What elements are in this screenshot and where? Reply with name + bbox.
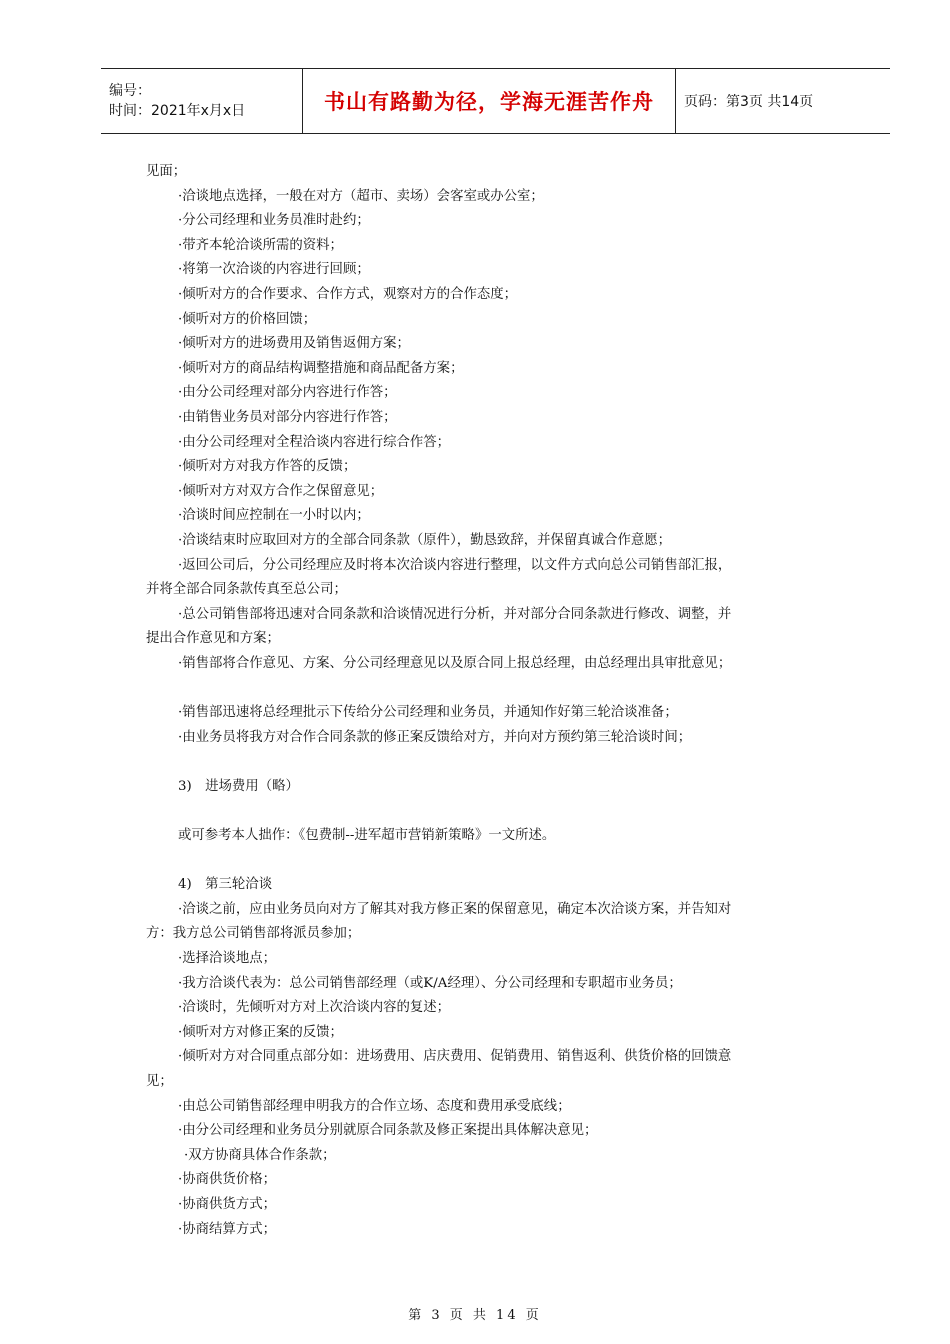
body-line: ·销售部将合作意见、方案、分公司经理意见以及原合同上报总经理，由总经理出具审批意见； <box>178 655 732 671</box>
body-line: 4) 第三轮洽谈 <box>178 877 273 893</box>
body-line: ·协商供货方式； <box>178 1196 276 1212</box>
body-line: ·由分公司经理和业务员分别就原合同条款及修正案提出具体解决意见； <box>178 1123 598 1139</box>
body-line: ·返回公司后，分公司经理应及时将本次洽谈内容进行整理，以文件方式向总公司销售部汇报， <box>178 557 732 573</box>
body-line: 并将全部合同条款传真至总公司； <box>146 582 347 598</box>
body-line: ·由业务员将我方对合作合同条款的修正案反馈给对方，并向对方预约第三轮洽谈时间； <box>178 729 692 745</box>
body-line: ·销售部迅速将总经理批示下传给分公司经理和业务员，并通知作好第三轮洽谈准备； <box>178 705 678 721</box>
body-line: ·洽谈结束时应取回对方的全部合同条款（原件），勤恳致辞，并保留真诚合作意愿； <box>178 532 672 548</box>
body-line: ·协商供货价格； <box>178 1172 276 1188</box>
body-line: ·倾听对方对合同重点部分如：进场费用、店庆费用、促销费用、销售返利、供货价格的回馈意 <box>178 1049 732 1065</box>
body-line: ·洽谈之前，应由业务员向对方了解其对我方修正案的保留意见，确定本次洽谈方案，并告知对 <box>178 901 732 917</box>
page-footer: 第 3 页 共 14 页 <box>408 1308 542 1323</box>
body-line: ·倾听对方对双方合作之保留意见； <box>178 483 384 499</box>
body-line: ·倾听对方的价格回馈； <box>178 311 317 327</box>
body-line: 或可参考本人拙作：《包费制--进军超市营销新策略》一文所述。 <box>178 828 556 844</box>
body-line: ·总公司销售部将迅速对合同条款和洽谈情况进行分析，并对部分合同条款进行修改、调整，并 <box>178 606 732 622</box>
body-line: 3) 进场费用（略） <box>178 778 299 794</box>
blank-line <box>146 849 851 874</box>
blank-line <box>146 676 851 701</box>
body-line: ·倾听对方的合作要求、合作方式，观察对方的合作态度； <box>178 286 518 302</box>
body-line: ·选择洽谈地点； <box>178 951 276 966</box>
header-motto-cell <box>302 69 676 133</box>
date-line: 时间：2021年x月x日 <box>109 103 246 119</box>
body-line: ·洽谈时间应控制在一小时以内； <box>178 508 370 524</box>
body-line: ·倾听对方对修正案的反馈； <box>178 1024 343 1040</box>
document-body <box>146 160 851 1242</box>
header-meta <box>101 69 302 133</box>
body-line: 见； <box>146 1073 173 1089</box>
body-line: ·带齐本轮洽谈所需的资料； <box>178 237 343 253</box>
body-line: 提出合作意见和方案； <box>146 631 280 647</box>
body-line: ·倾听对方的商品结构调整措施和商品配备方案； <box>178 360 464 376</box>
body-line: ·双方协商具体合作条款； <box>184 1147 336 1163</box>
body-line: ·协商结算方式； <box>178 1221 276 1237</box>
body-line: ·我方洽谈代表为：总公司销售部经理（或K/A经理）、分公司经理和专职超市业务员； <box>178 975 682 991</box>
body-line: ·由销售业务员对部分内容进行作答； <box>178 409 397 425</box>
body-line: ·洽谈时，先倾听对方对上次洽谈内容的复述； <box>178 1000 451 1016</box>
body-line: ·由分公司经理对全程洽谈内容进行综合作答； <box>178 434 451 450</box>
body-line: ·将第一次洽谈的内容进行回顾； <box>178 262 370 278</box>
body-line: ·洽谈地点选择，一般在对方（超市、卖场）会客室或办公室； <box>178 188 544 204</box>
body-line: ·分公司经理和业务员准时赴约； <box>178 213 370 229</box>
page-header <box>101 68 890 134</box>
blank-line <box>146 750 851 775</box>
body-line: 方：我方总公司销售部将派员参加； <box>146 926 361 942</box>
body-line: 见面； <box>146 164 187 179</box>
blank-line <box>146 799 851 824</box>
body-line: ·倾听对方对我方作答的反馈； <box>178 459 357 475</box>
body-line: ·倾听对方的进场费用及销售返佣方案； <box>178 336 410 352</box>
serial-label: 编号： <box>109 83 151 99</box>
page-code: 页码：第3页 共14页 <box>684 94 814 110</box>
header-page-code-cell <box>676 69 813 133</box>
body-line: ·由总公司销售部经理申明我方的合作立场、态度和费用承受底线； <box>178 1098 571 1114</box>
header-motto: 书山有路勤为径，学海无涯苦作舟 <box>324 90 654 114</box>
body-line: ·由分公司经理对部分内容进行作答； <box>178 385 397 401</box>
